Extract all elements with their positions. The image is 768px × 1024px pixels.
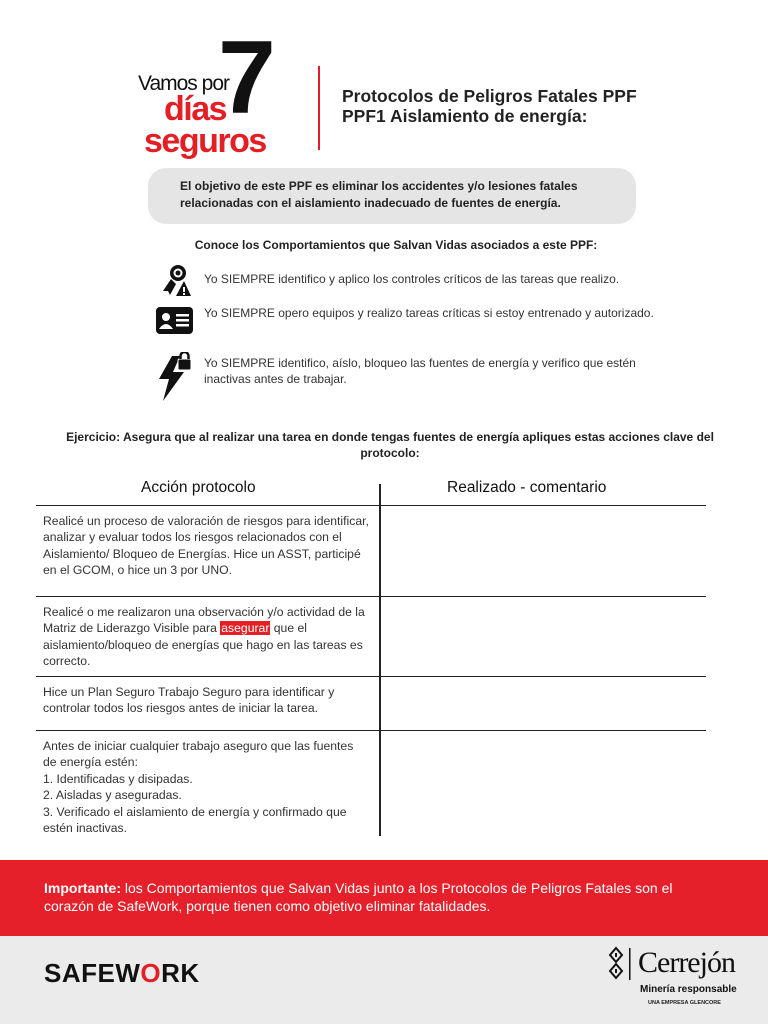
accion-cell <box>36 731 370 836</box>
accion-list-item: 3. Verificado el aislamiento de energía y confirmado que estén inactivas. <box>43 804 347 836</box>
cerrejon-emblem-icon <box>608 944 634 984</box>
highlighted-word: asegurar <box>221 621 270 636</box>
behavior-text: Yo SIEMPRE identifico y aplico los controles críticos de las tareas que realizo. <box>204 272 620 286</box>
protocol-table <box>36 476 706 839</box>
cerrejon-logo <box>608 942 738 1016</box>
title-line2: PPF1 Aislamiento de energía: <box>342 106 588 126</box>
cerrejon-brand: Cerrejón <box>638 946 735 979</box>
table-row <box>36 506 706 597</box>
vamos-por-7-dias-seguros-logo <box>136 20 296 160</box>
accion-text: que el aislamiento/bloqueo de energías que hago en las tareas es correcto. <box>43 621 363 669</box>
behavior-text: Yo SIEMPRE opero equipos y realizo tareas críticas si estoy entrenado y autorizado. <box>204 306 654 320</box>
header-accion: Acción protocolo <box>141 479 256 496</box>
header-realizado: Realizado - comentario <box>447 479 607 496</box>
table-header <box>36 476 706 506</box>
accion-cell: Hice un Plan Seguro Trabajo Seguro para identificar y controlar todos los riesgos antes de iniciar la tarea. <box>43 685 335 716</box>
logo-line3: seguros <box>144 122 266 160</box>
safework-logo <box>44 958 200 989</box>
table-row <box>36 677 706 731</box>
footer <box>0 936 768 1024</box>
safework-text: RK <box>161 958 200 988</box>
accion-intro: Antes de iniciar cualquier trabajo aseguro que las fuentes de energía estén: <box>43 739 354 770</box>
safework-o: O <box>140 958 162 988</box>
cerrejon-tagline: Minería responsable <box>640 984 737 995</box>
cerrejon-subline: UNA EMPRESA GLENCORE <box>648 1000 721 1006</box>
exercise-instructions: Ejercicio: Asegura que al realizar una tarea en donde tengas fuentes de energía apliques estas acciones clave del protocolo: <box>66 430 714 460</box>
award-warning-icon <box>154 262 196 304</box>
accion-cell: Realicé un proceso de valoración de riesgos para identificar, analizar y evaluar todos los riesgos relacionados con el Aislamiento/ Bloqueo de Energías. Hice un ASST, participé en el GCOM, o hice un 3 por UNO. <box>43 514 369 578</box>
logo-line2: días <box>164 90 227 128</box>
logo-line1: Vamos por <box>138 72 229 95</box>
safework-text: SAFEW <box>44 958 141 988</box>
behaviors-title: Conoce los Comportamientos que Salvan Vidas asociados a este PPF: <box>194 238 598 252</box>
objective-box: El objetivo de este PPF es eliminar los accidentes y/o lesiones fatales relacionadas con el aislamiento inadecuado de fuentes de energía. <box>148 168 636 224</box>
accion-list-item: 2. Aisladas y aseguradas. <box>43 788 182 803</box>
page-title <box>342 86 637 126</box>
table-row <box>36 731 706 839</box>
logo-number: 7 <box>218 20 272 136</box>
accion-cell <box>36 597 370 670</box>
id-card-icon <box>154 304 196 346</box>
table-row <box>36 597 706 677</box>
banner-label: Importante: <box>44 880 121 896</box>
accion-text: Realicé o me realizaron una observación y/o actividad de la Matriz de Liderazgo Visible para <box>43 605 365 636</box>
importante-banner <box>0 860 768 936</box>
behavior-text: Yo SIEMPRE identifico, aíslo, bloqueo las fuentes de energía y verifico que estén inactivas antes de trabajar. <box>204 356 636 386</box>
title-line1: Protocolos de Peligros Fatales PPF <box>342 86 637 106</box>
header-divider <box>318 66 320 150</box>
banner-text: los Comportamientos que Salvan Vidas junto a los Protocolos de Peligros Fatales son el corazón de SafeWork, porque tienen como objetivo eliminar fatalidades. <box>44 880 673 914</box>
accion-list-item: 1. Identificadas y disipadas. <box>43 771 193 786</box>
lightning-lock-icon <box>154 352 196 394</box>
